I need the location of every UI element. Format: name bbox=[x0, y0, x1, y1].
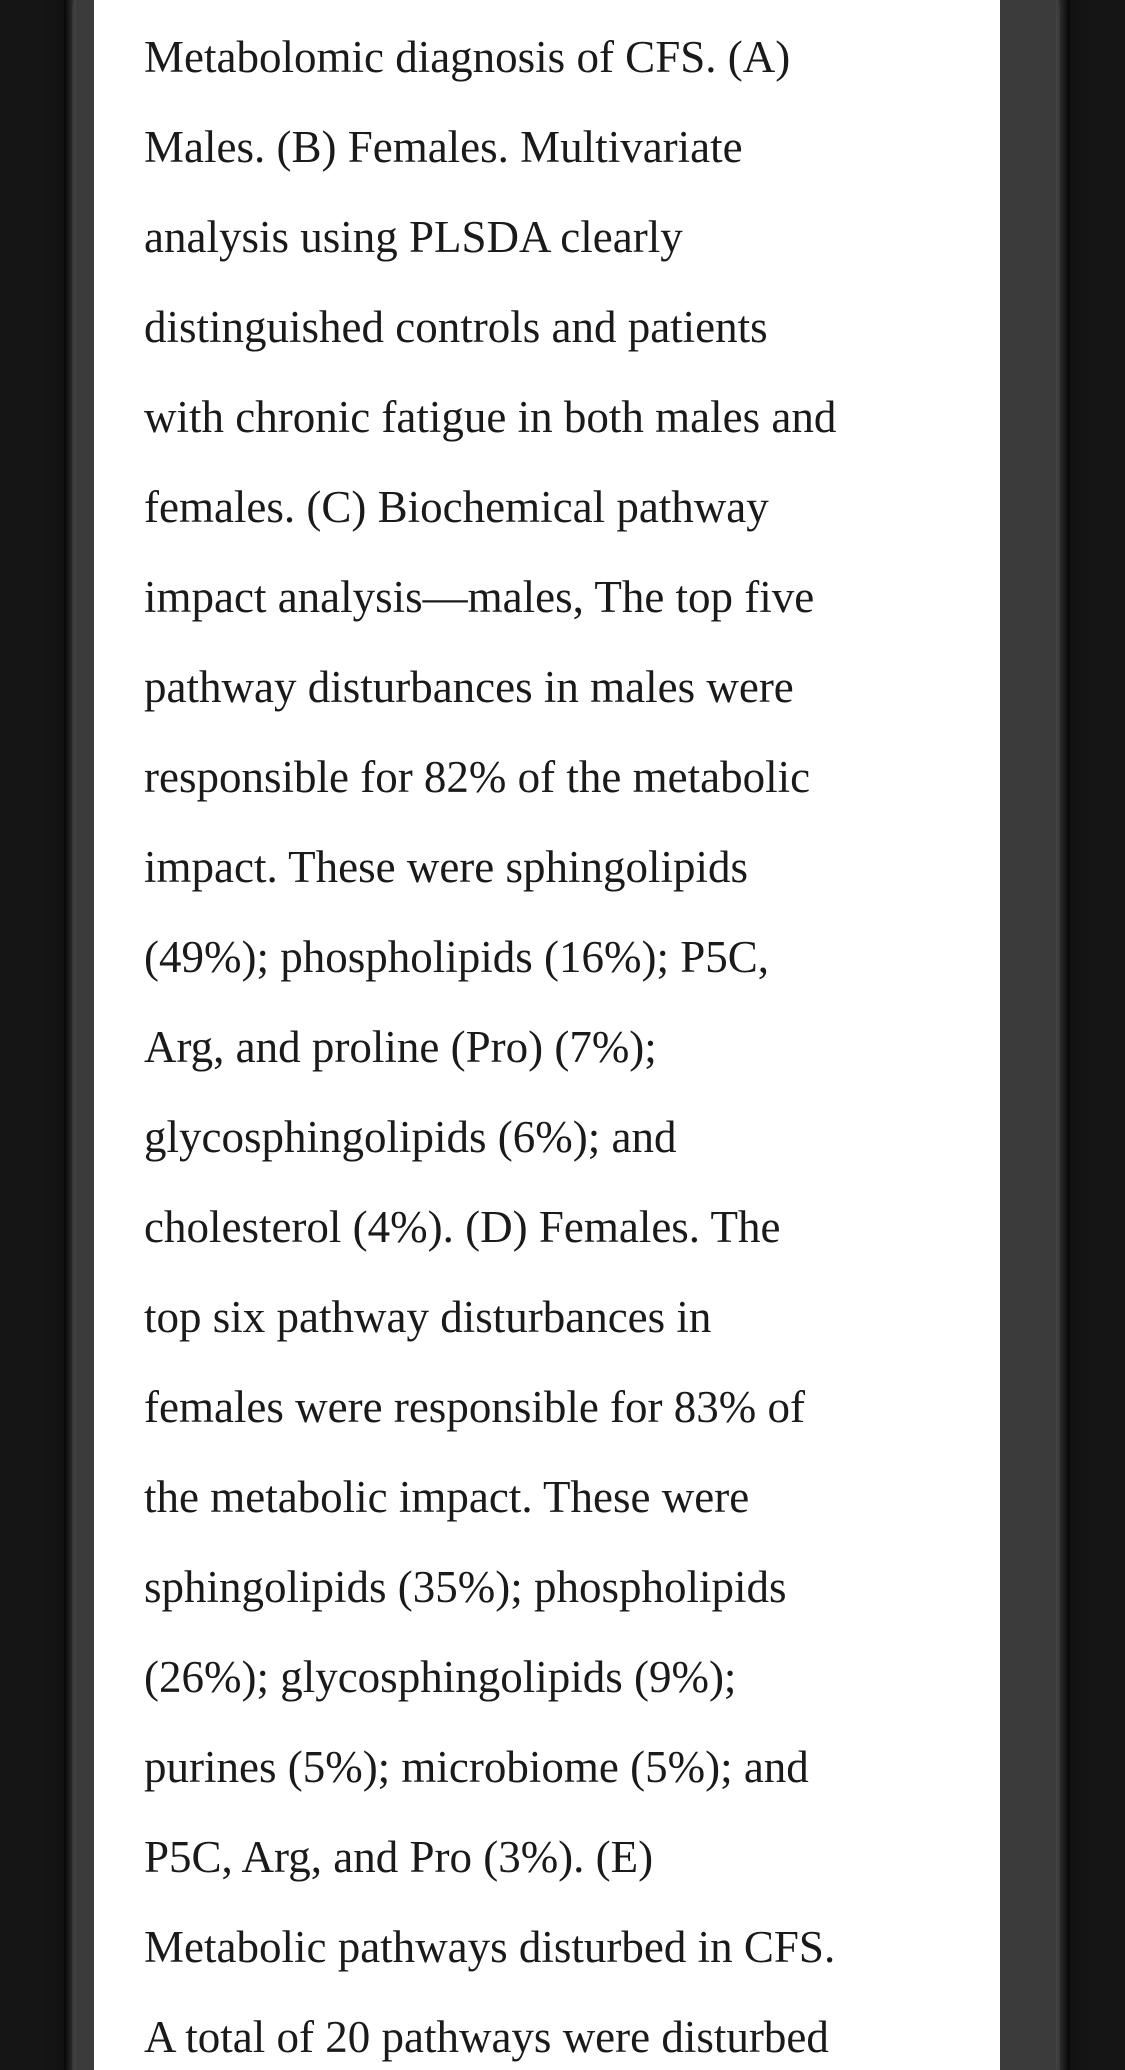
caption-line: sphingolipids (35%); phospholipids bbox=[144, 1562, 787, 1612]
caption-line: Metabolomic diagnosis of CFS. (A) bbox=[144, 32, 791, 82]
caption-line: females were responsible for 83% of bbox=[144, 1382, 806, 1432]
caption-line: glycosphingolipids (6%); and bbox=[144, 1112, 677, 1162]
caption-line: purines (5%); microbiome (5%); and bbox=[144, 1742, 809, 1792]
caption-line: distinguished controls and patients bbox=[144, 302, 768, 352]
caption-line: A total of 20 pathways were disturbed bbox=[144, 2012, 829, 2062]
caption-line: analysis using PLSDA clearly bbox=[144, 212, 683, 262]
caption-line: (26%); glycosphingolipids (9%); bbox=[144, 1652, 737, 1702]
caption-line: top six pathway disturbances in bbox=[144, 1292, 712, 1342]
caption-line: responsible for 82% of the metabolic bbox=[144, 752, 811, 802]
caption-line: the metabolic impact. These were bbox=[144, 1472, 750, 1522]
caption-panel[interactable] bbox=[94, 0, 1000, 2070]
caption-line: impact analysis—males, The top five bbox=[144, 572, 815, 622]
caption-line: pathway disturbances in males were bbox=[144, 662, 794, 712]
caption-line: Males. (B) Females. Multivariate bbox=[144, 122, 743, 172]
caption-line: (49%); phospholipids (16%); P5C, bbox=[144, 932, 769, 982]
figure-caption-text bbox=[144, 12, 964, 2070]
caption-line: with chronic fatigue in both males and bbox=[144, 392, 837, 442]
caption-line: cholesterol (4%). (D) Females. The bbox=[144, 1202, 781, 1252]
caption-line: Metabolic pathways disturbed in CFS. bbox=[144, 1922, 836, 1972]
caption-line: P5C, Arg, and Pro (3%). (E) bbox=[144, 1832, 654, 1882]
caption-line: Arg, and proline (Pro) (7%); bbox=[144, 1022, 657, 1072]
caption-line: females. (C) Biochemical pathway bbox=[144, 482, 769, 532]
caption-line: impact. These were sphingolipids bbox=[144, 842, 749, 892]
